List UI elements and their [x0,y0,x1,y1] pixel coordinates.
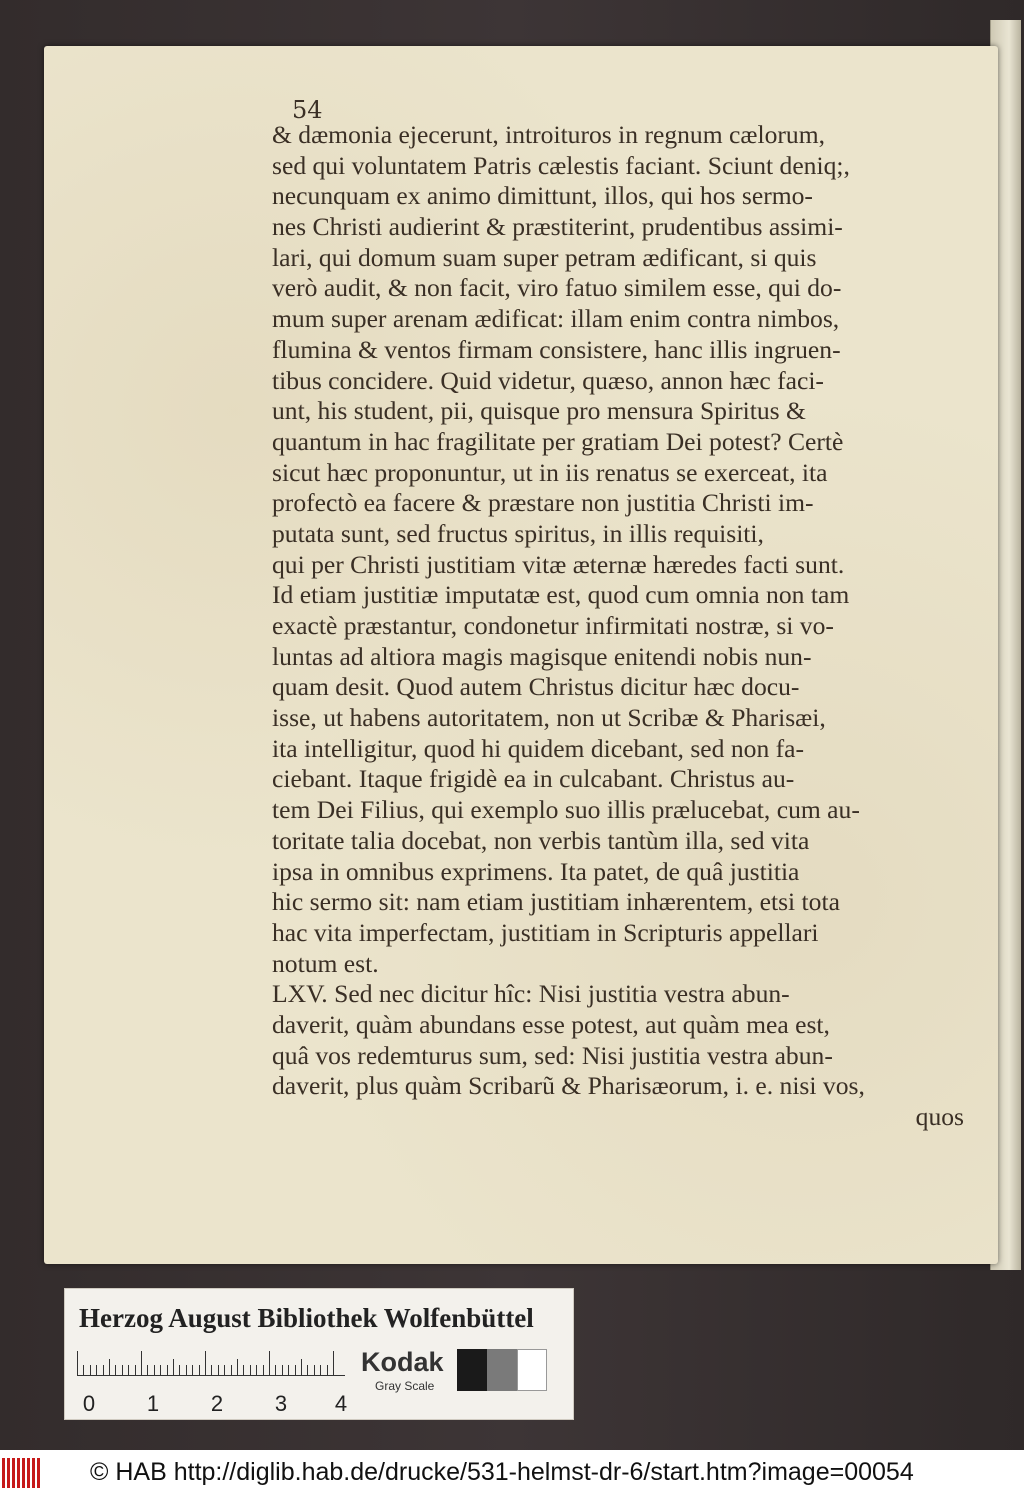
ruler-number: 3 [274,1391,288,1416]
text-line: quâ vos redemturus sum, sed: Nisi justitia vestra abun- [272,1040,833,1070]
text-line: daverit, quàm abundans esse potest, aut quàm mea est, [272,1009,830,1039]
ruler-tick [237,1359,238,1375]
ruler-tick [115,1365,116,1375]
text-line: verò audit, & non facit, viro fatuo similem esse, qui do- [272,273,842,303]
ruler-number: 4 [334,1391,348,1416]
ruler-tick [96,1365,97,1375]
gray-patch-mid [487,1349,517,1391]
ruler-tick [224,1365,225,1375]
gray-patch-dark [457,1349,487,1391]
ruler-tick [103,1365,104,1375]
text-line: ita intelligitur, quod hi quidem dicebant, sed non fa- [272,733,805,763]
gray-scale-label: Gray Scale [375,1379,435,1393]
ruler-tick [186,1365,187,1375]
ruler-tick [147,1365,148,1375]
ruler-number: 0 [82,1391,96,1416]
hab-barcode-icon [2,1458,44,1488]
ruler-tick [231,1365,232,1375]
ruler-tick [282,1365,283,1375]
text-line: toritate talia docebat, non verbis tantùm illa, sed vita [272,825,810,855]
text-line: isse, ut habens autoritatem, non ut Scribæ & Pharisæi, [272,703,826,733]
color-calibration-card [64,1288,574,1420]
text-line: hic sermo sit: nam etiam justitiam inhærentem, etsi tota [272,887,840,917]
text-line: lari, qui domum suam super petram ædificant, si quis [272,242,817,272]
gray-patch-light [517,1349,547,1391]
text-line: unt, his student, pii, quisque pro mensura Spiritus & [272,396,806,426]
ruler-tick [263,1365,264,1375]
ruler-tick [301,1359,302,1375]
text-line: tibus concidere. Quid videtur, quæso, annon hæc faci- [272,365,824,395]
ruler-tick [167,1365,168,1375]
ruler-number: 2 [210,1391,224,1416]
text-line: & dæmonia ejecerunt, introituros in regnum cælorum, [272,120,826,149]
ruler-tick [141,1351,142,1375]
ruler-tick [288,1365,289,1375]
page-number: 54 [292,96,323,124]
text-line: luntas ad altiora magis magisque enitendi nobis nun- [272,641,812,671]
ruler-tick [199,1365,200,1375]
text-line: qui per Christi justitiam vitæ æternæ hæredes facti sunt. [272,549,845,579]
ruler-tick [90,1365,91,1375]
ruler-tick [333,1351,334,1375]
ruler-tick [173,1359,174,1375]
copyright-url[interactable]: © HAB http://diglib.hab.de/drucke/531-helmst-dr-6/start.htm?image=00054 [90,1458,914,1486]
ruler-tick [135,1365,136,1375]
text-line: mum super arenam ædificat: illam enim contra nimbos, [272,304,840,334]
text-line: hac vita imperfectam, justitiam in Scripturis appellari [272,917,819,947]
text-line: daverit, plus quàm Scribarũ & Pharisæorum, i. e. nisi vos, [272,1071,865,1101]
text-line: quantum in hac fragilitate per gratiam Dei potest? Certè [272,426,844,456]
ruler-tick [320,1365,321,1375]
text-line: sicut hæc proponuntur, ut in iis renatus se exerceat, ita [272,457,828,487]
ruler-tick [250,1365,251,1375]
text-line: putata sunt, sed fructus spiritus, in illis requisiti, [272,518,764,548]
ruler-tick [327,1365,328,1375]
text-line: notum est. [272,948,379,978]
ruler-tick [83,1365,84,1375]
text-line: sed qui voluntatem Patris cælestis faciant. Sciunt deniq;, [272,150,850,180]
text-line: LXV. Sed nec dicitur hîc: Nisi justitia vestra abun- [272,979,790,1009]
ruler-tick [295,1365,296,1375]
ruler-tick [154,1365,155,1375]
ruler-tick [179,1365,180,1375]
ruler-tick [243,1365,244,1375]
text-line: ipsa in omnibus exprimens. Ita patet, de quâ justitia [272,856,800,886]
ruler-tick [275,1365,276,1375]
ruler-tick [218,1365,219,1375]
ruler [77,1349,345,1376]
ruler-tick [269,1351,270,1375]
text-line: quam desit. Quod autem Christus dicitur hæc docu- [272,672,800,702]
footer-bar [0,1450,1024,1497]
page-text [272,120,964,1133]
text-line: profectò ea facere & præstare non justitia Christi im- [272,488,814,518]
ruler-tick [205,1351,206,1375]
text-line: necunquam ex animo dimittunt, illos, qui hos sermo- [272,181,813,211]
ruler-tick [122,1365,123,1375]
text-line: tem Dei Filius, qui exemplo suo illis prælucebat, cum au- [272,795,860,825]
library-name: Herzog August Bibliothek Wolfenbüttel [79,1303,534,1333]
text-line: flumina & ventos firmam consistere, hanc illis ingruen- [272,334,841,364]
catchword: quos [915,1102,964,1131]
text-line: Id etiam justitiæ imputatæ est, quod cum omnia non tam [272,580,850,610]
ruler-tick [77,1351,78,1375]
text-line: ciebant. Itaque frigidè ea in culcabant. Christus au- [272,764,795,794]
ruler-tick [109,1359,110,1375]
ruler-number: 1 [146,1391,160,1416]
ruler-tick [192,1365,193,1375]
text-line: exactè præstantur, condonetur infirmitati nostræ, si vo- [272,611,834,640]
kodak-logo: Kodak [361,1347,444,1377]
ruler-tick [128,1365,129,1375]
ruler-tick [314,1365,315,1375]
ruler-tick [211,1365,212,1375]
ruler-tick [307,1365,308,1375]
ruler-tick [256,1365,257,1375]
text-line: nes Christi audierint & præstiterint, prudentibus assimi- [272,212,843,242]
ruler-tick [160,1365,161,1375]
